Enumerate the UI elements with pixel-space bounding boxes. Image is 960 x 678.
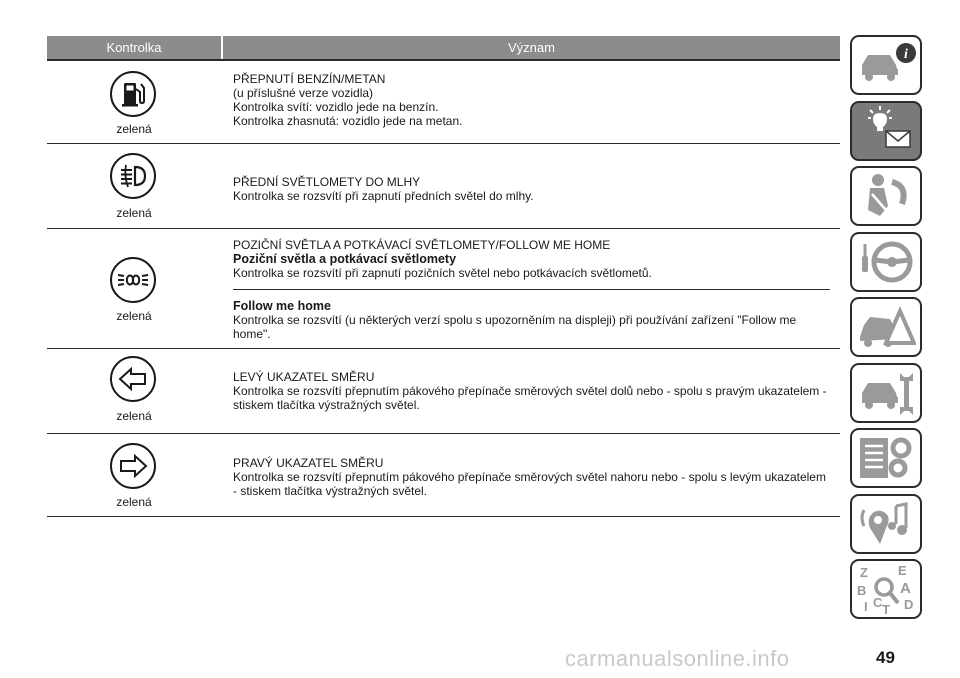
chapter-tabs <box>850 35 922 625</box>
tab-warning-lights[interactable] <box>850 101 922 161</box>
lamp-color: zelená <box>116 122 152 136</box>
watermark: carmanualsonline.info <box>565 646 790 671</box>
tab-index[interactable] <box>850 559 922 619</box>
header-vyznam: Význam <box>508 40 555 55</box>
car-maintenance-wrench-icon <box>856 367 916 419</box>
tab-safety[interactable] <box>850 166 922 226</box>
index-letter: I <box>864 599 868 614</box>
row-line: Kontrolka se rozsvítí při zapnutí předních světel do mlhy. <box>233 189 534 203</box>
index-letter: T <box>882 602 890 615</box>
row-title: PRAVÝ UKAZATEL SMĚRU <box>233 456 384 470</box>
emergency-triangle-icon <box>856 301 916 353</box>
warning-lights-table <box>47 36 840 517</box>
row-line: Kontrolka se rozsvítí přepnutím pákového přepínače směrových světel nahoru nebo - spolu s levým ukazatelem - stiskem tlačítka výstražných světel. <box>233 470 826 498</box>
subsection-heading: Follow me home <box>233 299 331 313</box>
index-letter: E <box>898 563 907 578</box>
safety-airbag-icon <box>856 170 916 222</box>
page-number: 49 <box>876 648 895 667</box>
table-row <box>47 61 840 144</box>
row-line: Kontrolka svítí: vozidlo jede na benzín. <box>233 100 439 114</box>
row-line: Kontrolka zhasnutá: vozidlo jede na metan. <box>233 114 463 128</box>
lamp-color: zelená <box>116 409 152 423</box>
tab-starting-driving[interactable] <box>850 232 922 292</box>
row-line: Kontrolka se rozsvítí přepnutím pákového přepínače směrových světel dolů nebo - spolu s pravým ukazatelem - stiskem tlačítka výstražných světel. <box>233 384 827 412</box>
right-turn-signal-icon <box>109 442 157 490</box>
alphabetical-index-icon <box>856 563 916 615</box>
row-title: PŘEDNÍ SVĚTLOMETY DO MLHY <box>233 175 421 189</box>
row-title: LEVÝ UKAZATEL SMĚRU <box>233 370 375 384</box>
index-letter: C <box>873 595 883 610</box>
row-line: Kontrolka se rozsvítí při zapnutí pozičních světel nebo potkávacích světlometů. <box>233 266 652 280</box>
lamp-color: zelená <box>116 206 152 220</box>
subsection-heading: Poziční světla a potkávací světlomety <box>233 252 457 266</box>
row-title: PŘEPNUTÍ BENZÍN/METAN <box>233 72 386 86</box>
side-lights-icon <box>109 256 157 304</box>
table-row <box>47 144 840 229</box>
index-letter: B <box>857 583 867 598</box>
table-row <box>47 229 840 349</box>
table-row <box>47 434 840 517</box>
lamp-color: zelená <box>116 309 152 323</box>
key-steering-wheel-icon <box>856 236 916 288</box>
tab-car-info[interactable] <box>850 35 922 95</box>
tab-maintenance[interactable] <box>850 363 922 423</box>
fuel-gas-icon <box>109 70 157 118</box>
technical-data-gears-icon <box>856 432 916 484</box>
tab-emergency[interactable] <box>850 297 922 357</box>
table-row <box>47 349 840 434</box>
warning-lights-message-icon <box>856 105 916 157</box>
row-title: POZIČNÍ SVĚTLA A POTKÁVACÍ SVĚTLOMETY/FOLLOW ME HOME <box>233 238 611 252</box>
index-letter: D <box>904 597 914 612</box>
front-fog-lights-icon <box>109 152 157 200</box>
index-letter: A <box>900 580 911 597</box>
tab-multimedia[interactable] <box>850 494 922 554</box>
multimedia-icon <box>856 498 916 550</box>
left-turn-signal-icon <box>109 355 157 403</box>
index-letter: Z <box>860 565 868 580</box>
svg-text:i: i <box>904 47 908 62</box>
row-line: Kontrolka se rozsvítí (u některých verzí spolu s upozorněním na displeji) při používání zařízení "Follow me home". <box>233 313 797 341</box>
row-line: (u příslušné verze vozidla) <box>233 86 374 100</box>
lamp-color: zelená <box>116 495 152 509</box>
header-kontrolka: Kontrolka <box>47 36 223 59</box>
tab-technical-data[interactable] <box>850 428 922 488</box>
car-info-icon <box>856 39 916 91</box>
table-header <box>47 36 840 61</box>
